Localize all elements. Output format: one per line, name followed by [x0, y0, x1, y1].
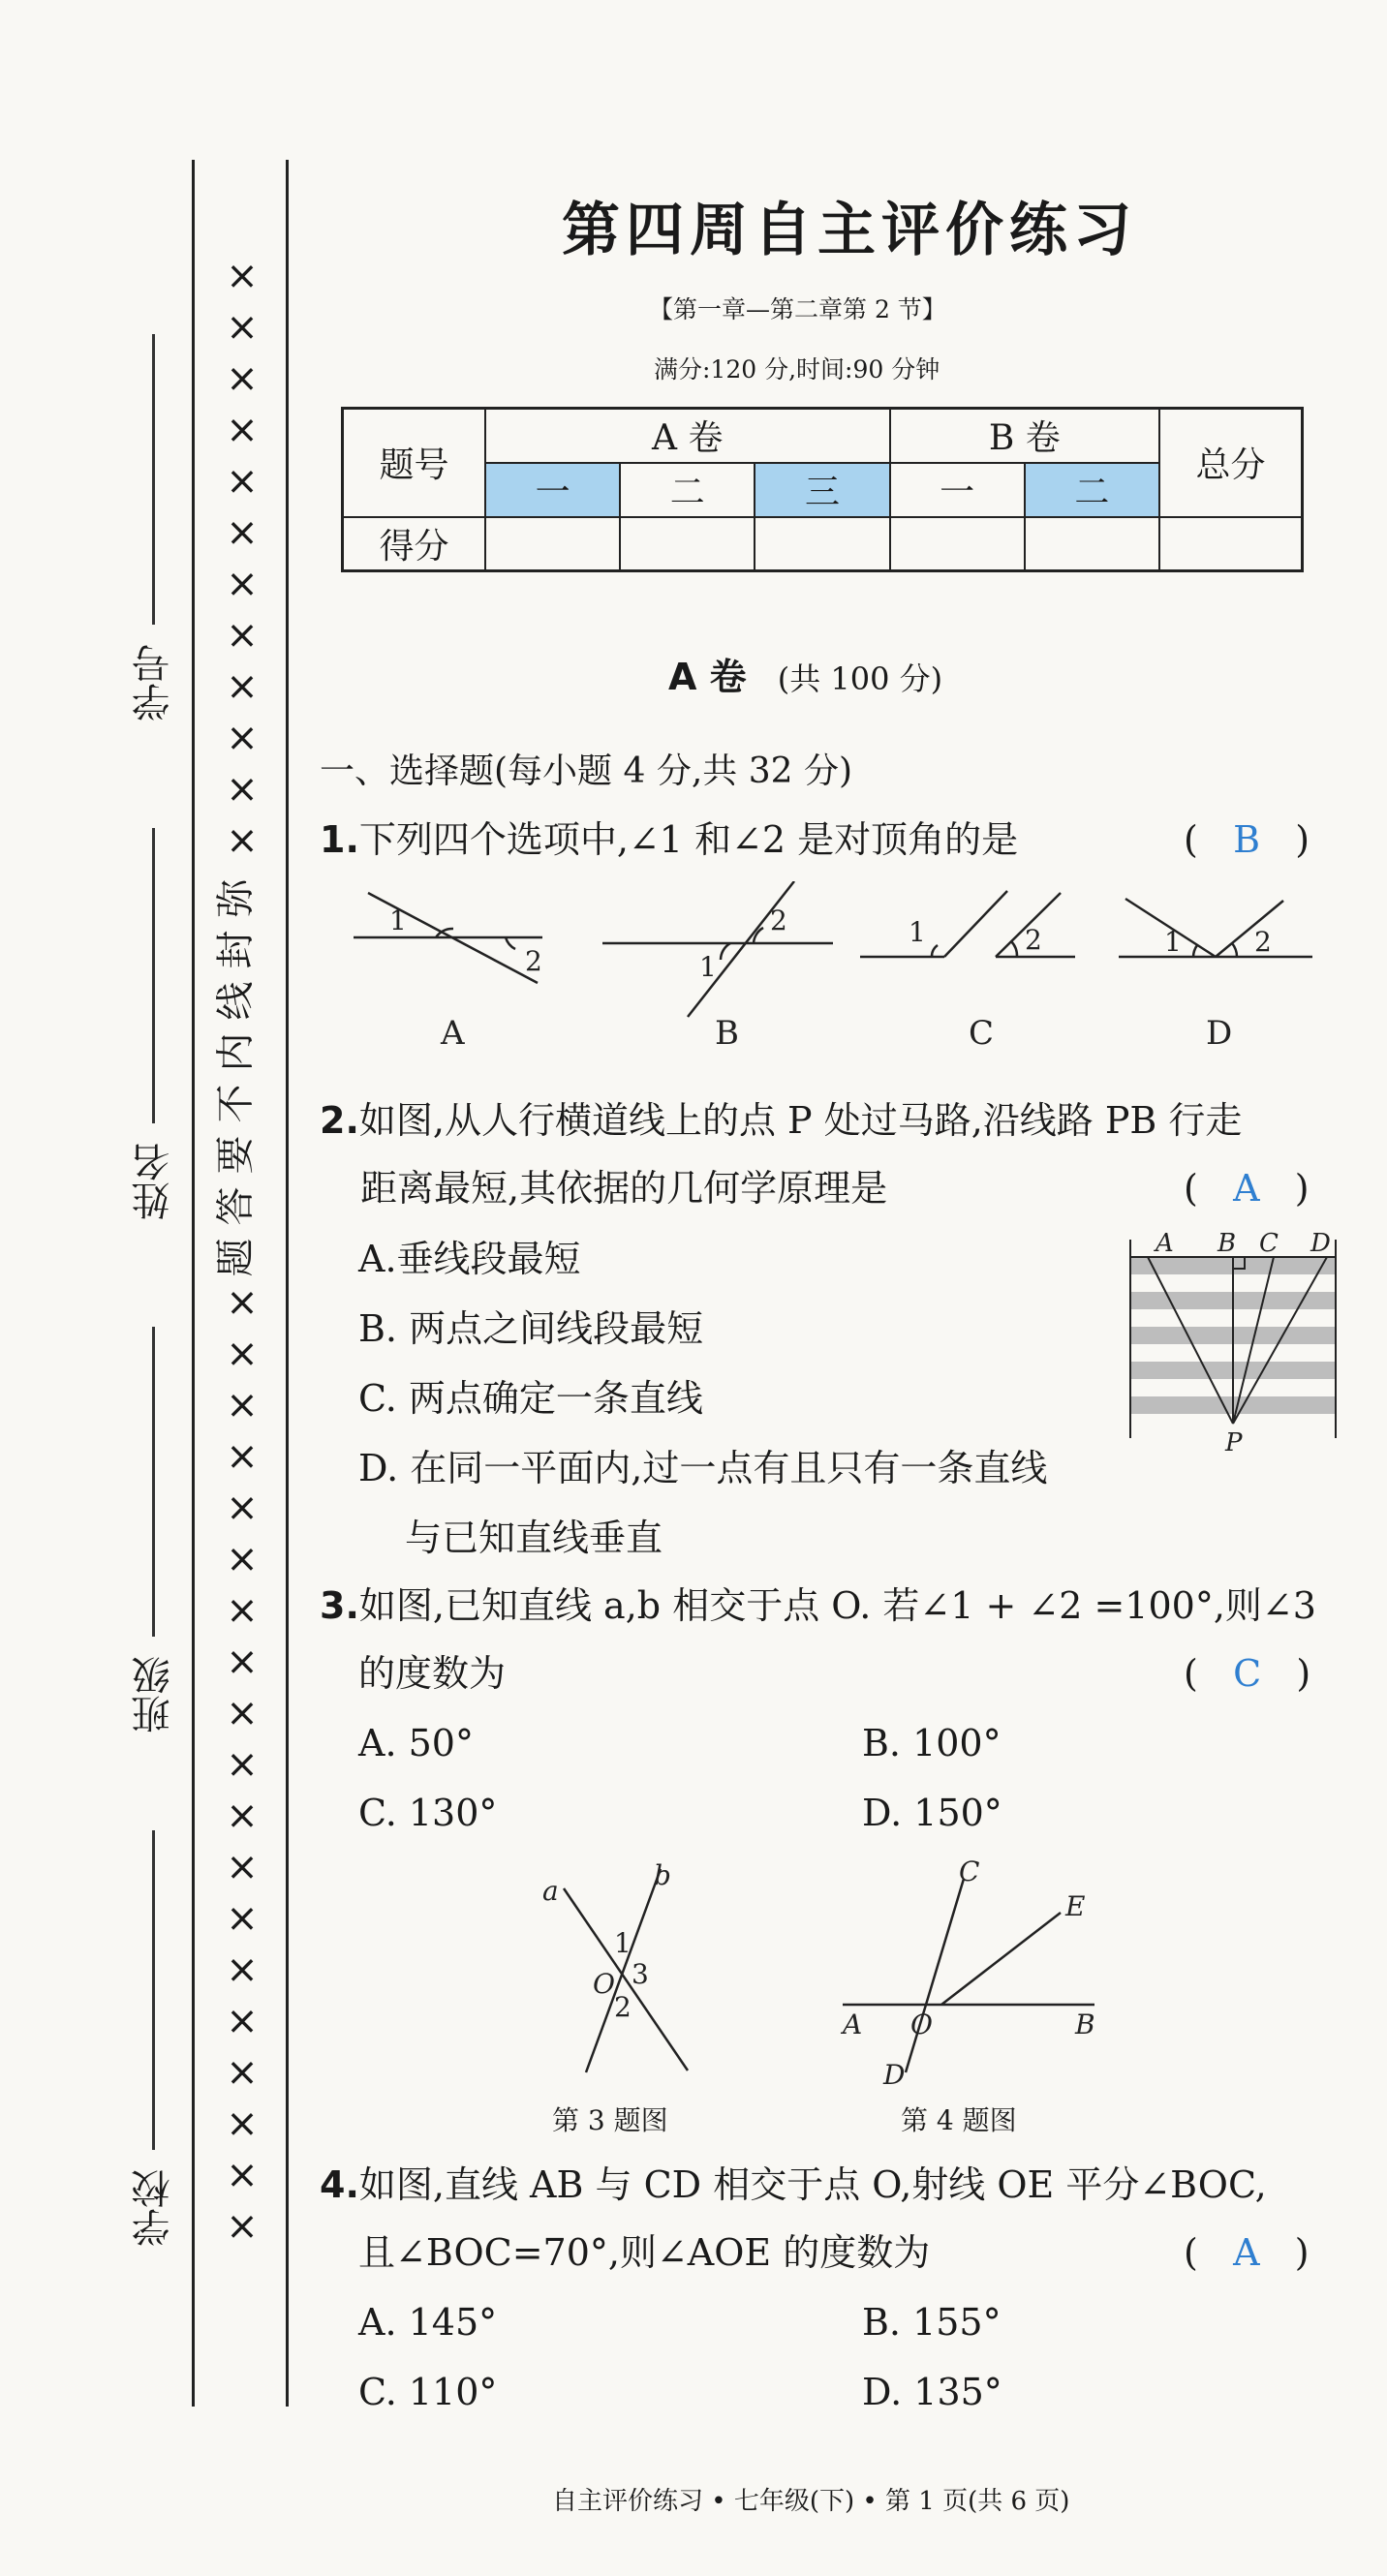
seal-cross-mark: × [226, 356, 259, 401]
q2-label-b: B [1217, 1230, 1237, 1258]
section-a-points: (共 100 分) [777, 660, 943, 697]
page-footer: 自主评价练习 • 七年级(下) • 第 1 页(共 6 页) [552, 2487, 1070, 2516]
q4-answer-box: ( A ) [1184, 2231, 1310, 2274]
q2-answer: A [1233, 1167, 1260, 1210]
seal-cross-mark: × [226, 562, 259, 606]
q4-number: 4. [320, 2163, 359, 2206]
q1-c-line-s1 [944, 891, 1007, 957]
q1-option-c: C [969, 1014, 995, 1053]
q1-b-label-1: 1 [699, 951, 717, 983]
section-a-title: A 卷 [668, 656, 747, 698]
seal-text-char: 线 [213, 981, 259, 1021]
seal-cross-mark: × [226, 767, 259, 812]
seal-text-char: 内 [213, 1032, 259, 1072]
q3-option-c: C. 130° [358, 1792, 498, 1834]
score-cell[interactable] [755, 517, 889, 571]
field-underline[interactable] [152, 334, 155, 625]
q3-line-a [564, 1888, 688, 2070]
seal-text-char: 答 [213, 1186, 259, 1226]
q1-b-label-2: 2 [770, 905, 787, 936]
seal-cross-mark: × [226, 1999, 259, 2043]
q2-option-c: C. 两点确定一条直线 [358, 1377, 703, 1420]
q4-figure [833, 1859, 1114, 2092]
seal-cross-mark: × [226, 1742, 259, 1787]
seal-cross-mark: × [226, 459, 259, 504]
seal-cross-mark: × [226, 408, 259, 452]
q3-option-b: B. 100° [862, 1722, 1002, 1764]
q3-option-d: D. 150° [862, 1792, 1002, 1834]
seal-cross-mark: × [226, 1896, 259, 1941]
q1-d-label-2: 2 [1254, 926, 1272, 958]
seal-cross-mark: × [226, 1794, 259, 1838]
seal-text-char: 题 [213, 1238, 259, 1277]
score-cell[interactable] [890, 517, 1025, 571]
seal-cross-mark: × [226, 2101, 259, 2146]
q4-label-b: B [1075, 2009, 1095, 2040]
q2-option-b: B. 两点之间线段最短 [358, 1307, 704, 1350]
field-underline[interactable] [152, 1327, 155, 1637]
q3-stem-2: 的度数为 [358, 1652, 507, 1695]
seal-cross-mark: × [226, 254, 259, 298]
q1-text [320, 818, 1018, 863]
score-table [341, 407, 1304, 572]
field-label: 班级 [131, 1656, 176, 1733]
page-title: 第四周自主评价练习 [562, 197, 1137, 264]
field-label: 学号 [131, 644, 176, 721]
seal-cross-mark: × [226, 1588, 259, 1633]
margin-line-right [286, 160, 289, 2407]
field-underline[interactable] [152, 828, 155, 1123]
seal-text-char: 不 [213, 1084, 259, 1123]
seal-text-char: 要 [213, 1135, 259, 1175]
q2-label-p: P [1225, 1428, 1243, 1457]
q2-number: 2. [320, 1099, 359, 1142]
row-label-score: 得分 [343, 517, 486, 571]
q4-label-d: D [883, 2059, 906, 2091]
seal-cross-mark: × [226, 1486, 259, 1530]
seal-cross-mark: × [226, 1332, 259, 1376]
q3-label-2: 2 [614, 1991, 632, 2023]
q1-c-label-2: 2 [1025, 924, 1042, 956]
seal-cross-mark: × [226, 2050, 259, 2095]
seal-text-char: 封 [213, 930, 259, 969]
col-b-2: 二 [1025, 463, 1159, 517]
q2-label-a: A [1156, 1230, 1174, 1258]
q4-label-a: A [843, 2009, 863, 2040]
field-label: 姓名 [131, 1143, 176, 1220]
q3-label-a: a [542, 1875, 559, 1907]
q1-option-a: A [441, 1014, 465, 1053]
q3-label-b: b [654, 1859, 671, 1891]
seal-cross-mark: × [226, 1845, 259, 1889]
q3-label-1: 1 [614, 1927, 632, 1959]
chapter-scope: 【第一章—第二章第 2 节】 [649, 295, 946, 323]
total-header: 总分 [1159, 409, 1303, 517]
q3-figure-caption: 第 3 题图 [552, 2104, 668, 2136]
q2-label-c: C [1259, 1230, 1279, 1258]
group-b-header: B 卷 [890, 409, 1159, 463]
q1-d-line-right [1216, 901, 1283, 957]
q2-option-d-cont: 与已知直线垂直 [405, 1517, 663, 1559]
seal-cross-mark: × [226, 716, 259, 760]
q3-label-3: 3 [632, 1958, 649, 1990]
section-a-heading [668, 647, 942, 700]
seal-cross-mark: × [226, 1640, 259, 1684]
seal-cross-mark: × [226, 510, 259, 555]
seal-cross-mark: × [226, 1691, 259, 1735]
q2-option-d: D. 在同一平面内,过一点有且只有一条直线 [358, 1447, 1048, 1489]
score-cell[interactable] [620, 517, 755, 571]
q3-option-a: A. 50° [358, 1722, 474, 1764]
seal-cross-mark: × [226, 1537, 259, 1581]
q1-d-label-1: 1 [1164, 926, 1182, 958]
q2-answer-box: ( A ) [1184, 1167, 1310, 1210]
score-cell[interactable] [1159, 517, 1303, 571]
q3-figure [542, 1859, 726, 2092]
row-label-number: 题号 [343, 409, 486, 517]
field-name [124, 828, 182, 1220]
seal-cross-mark: × [226, 664, 259, 709]
q1-answer-box: ( B ) [1184, 818, 1310, 861]
q3-number: 3. [320, 1584, 359, 1627]
q2-option-a: A.垂线段最短 [358, 1238, 581, 1280]
q1-a-label-1: 1 [389, 905, 407, 936]
q3-answer: C [1233, 1652, 1262, 1695]
q4-ray-oe [941, 1913, 1061, 2005]
seal-cross-mark: × [226, 613, 259, 658]
q1-answer: B [1233, 818, 1260, 861]
score-cell[interactable] [485, 517, 620, 571]
seal-cross-mark: × [226, 818, 259, 863]
q4-option-d: D. 135° [862, 2371, 1002, 2413]
q4-label-o: O [910, 2009, 933, 2040]
q1-number: 1. [320, 818, 359, 861]
group-a-header: A 卷 [485, 409, 890, 463]
seal-cross-mark: × [226, 2204, 259, 2249]
col-b-1: 一 [890, 463, 1025, 517]
q2-stem-1: 如图,从人行横道线上的点 P 处过马路,沿线路 PB 行走 [358, 1099, 1243, 1142]
part1-heading: 一、选择题(每小题 4 分,共 32 分) [320, 751, 853, 791]
q4-label-e: E [1065, 1890, 1086, 1922]
q4-line1 [320, 2163, 1267, 2208]
exam-info: 满分:120 分,时间:90 分钟 [654, 355, 940, 383]
q3-label-o: O [593, 1968, 615, 2000]
q4-option-c: C. 110° [358, 2371, 498, 2413]
seal-cross-mark: × [226, 1383, 259, 1427]
q4-figure-caption: 第 4 题图 [901, 2104, 1017, 2136]
q4-option-a: A. 145° [358, 2301, 498, 2344]
score-cell[interactable] [1025, 517, 1159, 571]
col-a-2: 二 [620, 463, 755, 517]
q1-b-line-slant [688, 881, 794, 1017]
seal-text-char: 弥 [213, 878, 259, 918]
seal-cross-mark: × [226, 1280, 259, 1325]
q1-option-d: D [1206, 1014, 1233, 1053]
seal-cross-mark: × [226, 1947, 259, 1992]
q3-stem-1: 如图,已知直线 a,b 相交于点 O. 若∠1 + ∠2 =100°,则∠3 [358, 1584, 1316, 1627]
q4-answer: A [1233, 2231, 1260, 2274]
col-a-3: 三 [755, 463, 889, 517]
q2-label-d: D [1310, 1230, 1331, 1258]
q4-line-cd [906, 1879, 964, 2072]
seal-cross-mark: × [226, 305, 259, 350]
col-a-1: 一 [485, 463, 620, 517]
q4-label-c: C [959, 1859, 980, 1887]
field-underline[interactable] [152, 1830, 155, 2150]
q1-figure [329, 881, 1337, 1056]
seal-cross-mark: × [226, 2153, 259, 2197]
q4-option-b: B. 155° [862, 2301, 1002, 2344]
field-school [124, 1830, 182, 2247]
q1-c-label-1: 1 [909, 916, 926, 948]
margin-line-left [192, 160, 195, 2407]
q1-option-b: B [715, 1014, 739, 1053]
field-class [124, 1327, 182, 1733]
seal-column [213, 254, 269, 2258]
q2-line1 [320, 1099, 1242, 1144]
q3-answer-box: ( C ) [1184, 1652, 1311, 1695]
q3-line1 [320, 1584, 1316, 1629]
q1-a-label-2: 2 [525, 945, 542, 977]
seal-cross-mark: × [226, 1434, 259, 1479]
q4-stem-1: 如图,直线 AB 与 CD 相交于点 O,射线 OE 平分∠BOC, [358, 2163, 1267, 2206]
field-student-id [124, 334, 182, 721]
field-label: 学校 [131, 2169, 176, 2247]
q2-figure [1128, 1230, 1341, 1462]
q1-stem: 下列四个选项中,∠1 和∠2 是对顶角的是 [358, 818, 1019, 861]
q2-stem-2: 距离最短,其依据的几何学原理是 [360, 1167, 888, 1210]
q4-stem-2: 且∠BOC=70°,则∠AOE 的度数为 [358, 2231, 931, 2274]
